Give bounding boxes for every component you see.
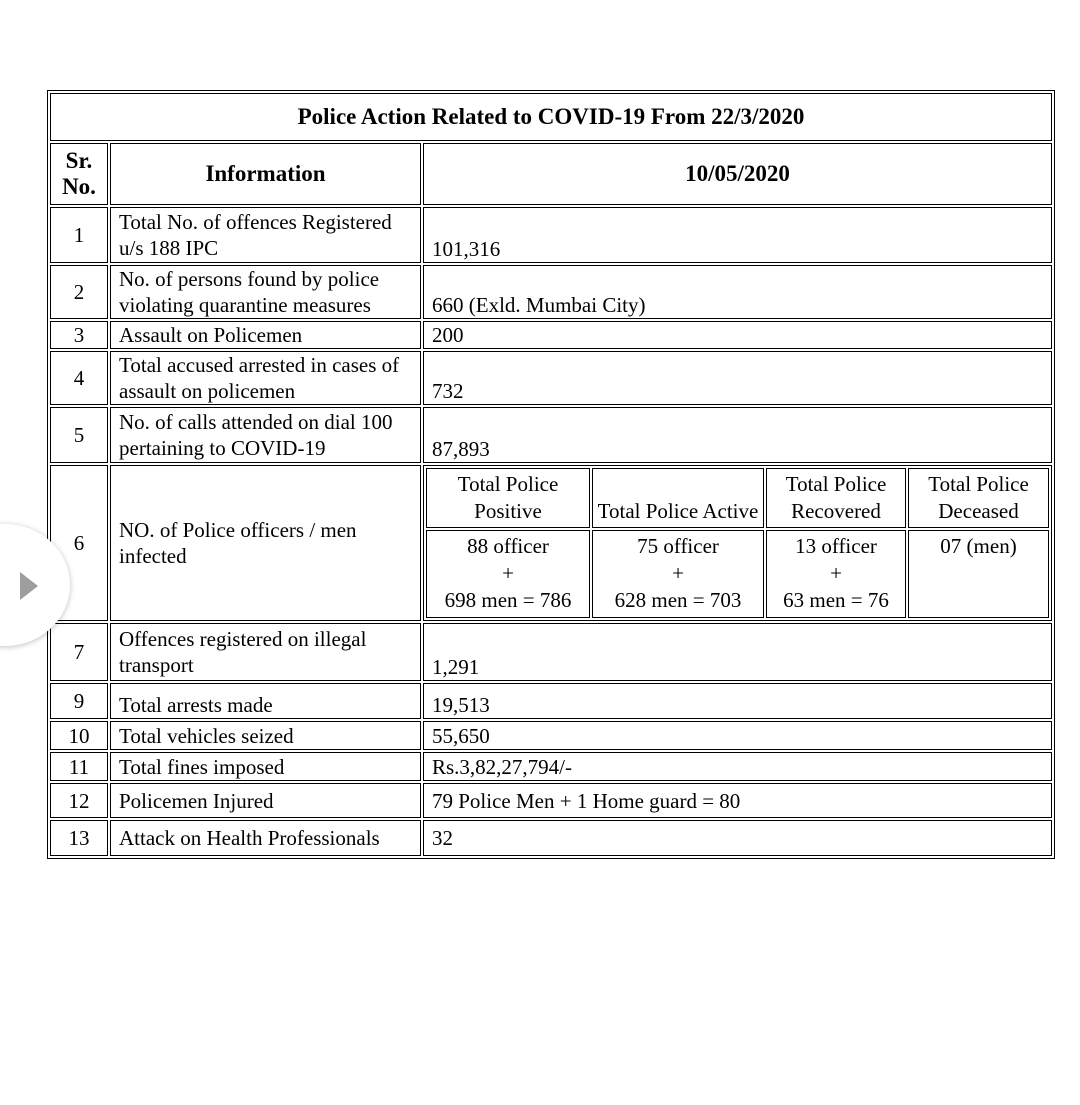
officer-count: 88 officer xyxy=(467,534,549,558)
row-sr: 10 xyxy=(50,721,108,750)
infected-values-row xyxy=(426,530,1049,618)
row-value: 660 (Exld. Mumbai City) xyxy=(423,265,1052,319)
infected-header-active: Total Police Active xyxy=(592,468,764,528)
table-row xyxy=(50,752,1052,781)
table-row xyxy=(50,721,1052,750)
row-value: 79 Police Men + 1 Home guard = 80 xyxy=(423,783,1052,818)
table-row xyxy=(50,783,1052,818)
row-value: 1,291 xyxy=(423,623,1052,681)
table-row xyxy=(50,623,1052,681)
row-info: Total No. of offences Registered u/s 188 IPC xyxy=(110,207,421,263)
row-value: 732 xyxy=(423,351,1052,405)
row-sr: 6 xyxy=(50,465,108,621)
officer-count: 13 officer xyxy=(795,534,877,558)
row-sr: 9 xyxy=(50,683,108,719)
infected-header-positive: Total Police Positive xyxy=(426,468,590,528)
row-info: NO. of Police officers / men infected xyxy=(110,465,421,621)
row-info: Total fines imposed xyxy=(110,752,421,781)
row-info: No. of calls attended on dial 100 pertaining to COVID-19 xyxy=(110,407,421,463)
infected-values-recovered xyxy=(766,530,906,618)
men-total: 63 men = 76 xyxy=(783,588,889,612)
row-value: Rs.3,82,27,794/- xyxy=(423,752,1052,781)
plus-sign: + xyxy=(672,561,684,585)
men-total: 698 men = 786 xyxy=(444,588,572,612)
row-value: 19,513 xyxy=(423,683,1052,719)
row-sr: 11 xyxy=(50,752,108,781)
infected-header-row xyxy=(426,468,1049,528)
title-row xyxy=(50,93,1052,141)
row-info: Assault on Policemen xyxy=(110,321,421,349)
row-info: No. of persons found by police violating quarantine measures xyxy=(110,265,421,319)
deceased-count: 07 (men) xyxy=(940,534,1017,558)
table-row xyxy=(50,351,1052,405)
header-sr-no: Sr. No. xyxy=(50,143,108,205)
row-sr: 13 xyxy=(50,820,108,856)
play-icon xyxy=(20,572,38,600)
row-info: Policemen Injured xyxy=(110,783,421,818)
officer-count: 75 officer xyxy=(637,534,719,558)
police-action-table xyxy=(47,90,1055,859)
row-info: Total accused arrested in cases of assault on policemen xyxy=(110,351,421,405)
table-row xyxy=(50,407,1052,463)
row-sr: 2 xyxy=(50,265,108,319)
row-value: 55,650 xyxy=(423,721,1052,750)
table-row xyxy=(50,321,1052,349)
table-row xyxy=(50,207,1052,263)
row-info: Attack on Health Professionals xyxy=(110,820,421,856)
plus-sign: + xyxy=(502,561,514,585)
row-value: 32 xyxy=(423,820,1052,856)
table-title: Police Action Related to COVID-19 From 22/3/2020 xyxy=(50,93,1052,141)
table-row xyxy=(50,265,1052,319)
row-sr: 5 xyxy=(50,407,108,463)
row-value: 200 xyxy=(423,321,1052,349)
table-row xyxy=(50,820,1052,856)
infected-values-positive xyxy=(426,530,590,618)
row-sr: 3 xyxy=(50,321,108,349)
header-date: 10/05/2020 xyxy=(423,143,1052,205)
infected-header-deceased: Total Police Deceased xyxy=(908,468,1049,528)
infected-breakdown xyxy=(423,465,1052,621)
row-info: Total arrests made xyxy=(110,683,421,719)
row-sr: 1 xyxy=(50,207,108,263)
row-sr: 4 xyxy=(50,351,108,405)
row-info: Offences registered on illegal transport xyxy=(110,623,421,681)
row-value: 101,316 xyxy=(423,207,1052,263)
plus-sign: + xyxy=(830,561,842,585)
row-sr: 7 xyxy=(50,623,108,681)
row-sr: 12 xyxy=(50,783,108,818)
infected-values-deceased xyxy=(908,530,1049,618)
header-information: Information xyxy=(110,143,421,205)
header-row xyxy=(50,143,1052,205)
table-row-infected xyxy=(50,465,1052,621)
row-info: Total vehicles seized xyxy=(110,721,421,750)
table-row xyxy=(50,683,1052,719)
infected-values-active xyxy=(592,530,764,618)
row-value: 87,893 xyxy=(423,407,1052,463)
men-total: 628 men = 703 xyxy=(614,588,742,612)
infected-header-recovered: Total Police Recovered xyxy=(766,468,906,528)
infected-table xyxy=(424,466,1051,620)
